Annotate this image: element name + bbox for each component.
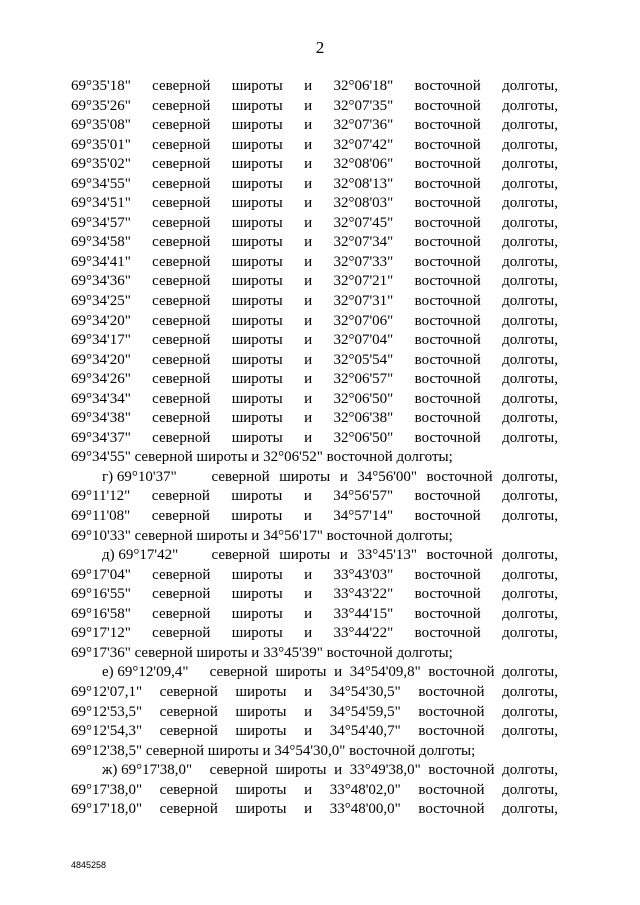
coordinate-row <box>71 194 558 214</box>
coordinate-cell: 69°34'26" <box>71 371 131 388</box>
coordinate-cell: северной <box>152 156 211 173</box>
coordinate-cell: восточной <box>414 312 481 329</box>
coordinate-line: 69°34'55" северной широты и 32°06'52" восточной долготы; <box>71 449 453 466</box>
coordinate-cell: и <box>304 214 313 231</box>
coordinate-cell: северной <box>152 566 211 583</box>
coordinate-cell: и <box>304 703 313 720</box>
coordinate-cell: долготы, <box>502 586 558 603</box>
coordinate-cell: широты <box>231 117 283 134</box>
coordinate-cell: 69°34'36" <box>71 273 131 290</box>
coordinate-cell: долготы, <box>502 625 558 642</box>
coordinate-cell: 69°34'17" <box>71 332 131 349</box>
coordinate-row <box>71 136 558 156</box>
coordinate-cell: 69°35'08" <box>71 117 131 134</box>
coordinate-cell: широты <box>231 156 283 173</box>
coordinate-cell: северной <box>152 429 211 446</box>
coordinate-cell: восточной <box>414 508 481 525</box>
coordinate-cell: и <box>304 78 313 94</box>
coordinate-cell: и <box>304 390 313 407</box>
coordinate-row <box>71 507 558 527</box>
coordinate-cell: широты <box>235 723 287 740</box>
coordinate-cell: северной <box>152 78 211 94</box>
coordinate-cell: 69°34'55" <box>71 175 131 192</box>
coordinate-cell: 34°56'57" <box>333 488 394 505</box>
coordinate-cell: и <box>304 801 313 818</box>
coordinate-row <box>71 331 558 351</box>
coordinate-cell: восточной <box>414 214 481 231</box>
coordinate-cell: 32°07'45" <box>333 214 394 231</box>
coordinate-cell: северной <box>151 488 210 505</box>
coordinate-cell: долготы, <box>502 293 558 310</box>
coordinate-cell: восточной <box>414 332 481 349</box>
coordinate-cell: восточной <box>414 390 481 407</box>
coordinate-cell: восточной <box>414 605 481 622</box>
coordinate-row <box>71 663 558 683</box>
coordinate-cell: и <box>304 234 313 251</box>
coordinate-cell: 33°45'13" <box>357 547 418 564</box>
coordinate-cell: и <box>304 175 313 192</box>
coordinate-cell: восточной <box>414 136 481 153</box>
coordinate-row <box>71 292 558 312</box>
coordinate-cell: северной <box>152 625 211 642</box>
coordinate-cell: широты <box>231 78 283 94</box>
coordinate-cell: 32°06'57" <box>333 371 394 388</box>
coordinate-cell: широты <box>235 703 287 720</box>
coordinate-cell: 69°12'07,1" <box>71 683 143 700</box>
coordinate-cell: долготы, <box>502 703 558 720</box>
coordinate-cell: широты <box>231 429 283 446</box>
coordinate-cell: и <box>304 195 313 212</box>
coordinate-cell: северной <box>211 468 270 485</box>
coordinate-cell: долготы, <box>502 136 558 153</box>
coordinate-cell: северной <box>152 175 211 192</box>
coordinate-cell: долготы, <box>502 117 558 134</box>
coordinate-cell: 69°34'20" <box>71 351 131 368</box>
coordinate-cell: и <box>304 586 313 603</box>
coordinate-cell: широты <box>231 586 283 603</box>
coordinate-cell: 34°56'00" <box>357 468 418 485</box>
coordinate-cell: 69°34'20" <box>71 312 131 329</box>
coordinate-row <box>71 546 558 566</box>
coordinate-cell: 69°34'57" <box>71 214 131 231</box>
coordinate-cell: 32°07'35" <box>333 97 394 114</box>
coordinate-row <box>71 683 558 703</box>
coordinate-cell: и <box>339 547 348 564</box>
coordinate-row <box>71 800 558 820</box>
coordinate-cell: северной <box>152 195 211 212</box>
coordinate-cell: и <box>304 351 313 368</box>
coordinate-cell: и <box>304 723 313 740</box>
coordinate-row <box>71 761 558 781</box>
coordinate-cell: 34°54'40,7" <box>329 723 401 740</box>
coordinate-cell: д) 69°17'42" <box>102 547 179 564</box>
coordinate-cell: северной <box>152 605 211 622</box>
coordinate-cell: 69°17'04" <box>71 566 131 583</box>
coordinate-cell: и <box>339 468 348 485</box>
coordinate-cell: и <box>304 293 313 310</box>
coordinate-cell: 32°07'34" <box>333 234 394 251</box>
coordinate-cell: 69°17'12" <box>71 625 131 642</box>
coordinate-cell: 32°08'06" <box>333 156 394 173</box>
coordinate-row <box>71 155 558 175</box>
coordinate-row <box>71 409 558 429</box>
coordinate-cell: широты <box>231 351 283 368</box>
coordinate-cell: и <box>304 117 313 134</box>
coordinate-row <box>71 722 558 742</box>
coordinate-row <box>71 233 558 253</box>
coordinate-cell: и <box>304 410 313 427</box>
coordinate-cell: 32°07'31" <box>333 293 394 310</box>
page-number: 2 <box>315 38 325 57</box>
coordinate-cell: широты <box>231 488 283 505</box>
coordinate-cell: широты <box>231 214 283 231</box>
coordinate-cell: 69°34'37" <box>71 429 131 446</box>
coordinate-cell: широты <box>231 390 283 407</box>
coordinate-cell: долготы, <box>502 801 558 818</box>
coordinate-row <box>71 781 558 801</box>
coordinate-cell: восточной <box>414 97 481 114</box>
coordinate-cell: долготы, <box>502 214 558 231</box>
coordinate-cell: долготы, <box>502 664 558 681</box>
coordinate-cell: долготы, <box>502 390 558 407</box>
coordinate-cell: широты <box>231 234 283 251</box>
coordinate-cell: ж) 69°17'38,0" <box>102 762 193 779</box>
coordinate-cell: широты <box>231 508 283 525</box>
coordinate-cell: северной <box>152 234 211 251</box>
coordinate-cell: долготы, <box>502 605 558 622</box>
coordinate-cell: восточной <box>418 683 485 700</box>
coordinate-cell: северной <box>159 781 218 798</box>
coordinate-cell: северной <box>152 410 211 427</box>
coordinate-line: 69°17'36" северной широты и 33°45'39" восточной долготы; <box>71 644 453 661</box>
coordinate-cell: восточной <box>414 625 481 642</box>
coordinate-cell: долготы, <box>502 156 558 173</box>
coordinate-cell: 69°34'34" <box>71 390 131 407</box>
coordinate-cell: широты <box>231 136 283 153</box>
coordinate-cell: восточной <box>426 468 493 485</box>
coordinate-cell: широты <box>231 175 283 192</box>
coordinate-cell: широты <box>235 781 287 798</box>
coordinate-cell: северной <box>152 371 211 388</box>
coordinate-cell: 32°07'21" <box>333 273 394 290</box>
coordinate-cell: долготы, <box>502 488 558 505</box>
coordinate-cell: восточной <box>418 703 485 720</box>
coordinate-cell: 69°35'02" <box>71 156 131 173</box>
coordinate-cell: и <box>304 136 313 153</box>
coordinate-cell: 69°17'18,0" <box>71 801 143 818</box>
coordinate-cell: 32°07'04" <box>333 332 394 349</box>
coordinate-cell: северной <box>159 683 218 700</box>
coordinate-cell: и <box>304 625 313 642</box>
coordinate-row <box>71 624 558 644</box>
coordinate-cell: долготы, <box>502 566 558 583</box>
coordinate-row <box>71 370 558 390</box>
coordinate-cell: северной <box>209 664 268 681</box>
coordinate-cell: северной <box>152 351 211 368</box>
coordinate-cell: восточной <box>418 801 485 818</box>
coordinate-cell: северной <box>152 390 211 407</box>
coordinate-cell: и <box>304 371 313 388</box>
coordinate-cell: восточной <box>414 195 481 212</box>
coordinate-cell: долготы, <box>502 508 558 525</box>
coordinate-cell: восточной <box>414 156 481 173</box>
coordinate-cell: широты <box>231 605 283 622</box>
coordinate-cell: восточной <box>414 488 481 505</box>
coordinate-cell: широты <box>235 683 287 700</box>
coordinate-cell: долготы, <box>502 175 558 192</box>
coordinate-cell: 69°11'08" <box>71 508 131 525</box>
coordinate-cell: и <box>304 605 313 622</box>
coordinate-cell: долготы, <box>502 351 558 368</box>
coordinate-cell: 69°12'53,5" <box>71 703 143 720</box>
coordinate-line: 69°10'33" северной широты и 34°56'17" восточной долготы; <box>71 527 453 544</box>
coordinate-cell: и <box>334 664 343 681</box>
coordinate-cell: 33°48'00,0" <box>329 801 401 818</box>
coordinate-cell: широты <box>231 195 283 212</box>
coordinate-cell: широты <box>275 664 327 681</box>
coordinate-cell: широты <box>275 762 327 779</box>
coordinate-cell: 34°54'09,8" <box>349 664 421 681</box>
coordinate-cell: восточной <box>414 175 481 192</box>
coordinate-cell: северной <box>159 801 218 818</box>
coordinate-cell: широты <box>279 547 331 564</box>
coordinate-cell: 69°35'26" <box>71 97 131 114</box>
coordinate-cell: и <box>304 253 313 270</box>
coordinate-cell: 32°07'33" <box>333 253 394 270</box>
coordinate-cell: восточной <box>426 547 493 564</box>
coordinate-cell: широты <box>231 566 283 583</box>
coordinate-cell: широты <box>231 253 283 270</box>
coordinate-cell: широты <box>279 468 331 485</box>
coordinate-cell: северной <box>151 508 210 525</box>
coordinate-cell: г) 69°10'37" <box>102 468 177 485</box>
coordinate-cell: долготы, <box>502 195 558 212</box>
coordinate-cell: широты <box>231 371 283 388</box>
coordinate-cell: 69°12'54,3" <box>71 723 143 740</box>
coordinate-row <box>71 351 558 371</box>
coordinate-cell: восточной <box>418 723 485 740</box>
coordinate-row <box>71 703 558 723</box>
coordinate-cell: 69°16'58" <box>71 605 131 622</box>
coordinate-cell: 32°08'13" <box>333 175 394 192</box>
coordinate-cell: и <box>303 508 312 525</box>
coordinate-cell: 32°06'50" <box>333 390 394 407</box>
coordinate-cell: восточной <box>414 566 481 583</box>
coordinate-row <box>71 214 558 234</box>
coordinate-cell: долготы, <box>502 723 558 740</box>
coordinate-row <box>71 77 558 97</box>
coordinate-cell: широты <box>231 625 283 642</box>
coordinate-cell: и <box>304 429 313 446</box>
coordinate-cell: долготы, <box>502 78 558 94</box>
coordinate-cell: 69°34'51" <box>71 195 131 212</box>
coordinate-cell: северной <box>152 586 211 603</box>
coordinate-cell: северной <box>152 136 211 153</box>
document-id: 4845258 <box>71 860 107 870</box>
coordinate-cell: восточной <box>428 762 495 779</box>
coordinate-cell: широты <box>231 312 283 329</box>
coordinate-cell: 69°35'18" <box>71 78 131 94</box>
coordinate-cell: 69°35'01" <box>71 136 131 153</box>
coordinate-cell: 69°34'41" <box>71 253 131 270</box>
coordinate-row <box>71 468 558 488</box>
coordinate-row <box>71 566 558 586</box>
coordinate-cell: и <box>334 762 343 779</box>
coordinate-cell: восточной <box>414 78 481 94</box>
coordinate-cell: северной <box>209 762 268 779</box>
coordinate-cell: северной <box>159 723 218 740</box>
coordinate-row <box>71 253 558 273</box>
coordinate-cell: восточной <box>414 253 481 270</box>
coordinate-cell: северной <box>152 312 211 329</box>
coordinate-cell: и <box>304 156 313 173</box>
coordinate-cell: 33°48'02,0" <box>329 781 401 798</box>
coordinate-cell: широты <box>231 97 283 114</box>
coordinate-cell: 69°16'55" <box>71 586 131 603</box>
coordinate-cell: 69°11'12" <box>71 488 131 505</box>
coordinate-cell: 69°34'25" <box>71 293 131 310</box>
coordinate-cell: 33°43'22" <box>333 586 394 603</box>
coordinates-list <box>71 77 558 820</box>
coordinate-cell: долготы, <box>502 683 558 700</box>
coordinate-cell: 34°54'30,5" <box>329 683 401 700</box>
coordinate-cell: широты <box>235 801 287 818</box>
coordinate-row <box>71 116 558 136</box>
coordinate-row <box>71 312 558 332</box>
coordinate-row <box>71 272 558 292</box>
coordinate-cell: 34°54'59,5" <box>329 703 401 720</box>
coordinate-cell: северной <box>152 273 211 290</box>
coordinate-cell: 32°07'36" <box>333 117 394 134</box>
coordinate-cell: северной <box>152 293 211 310</box>
coordinate-cell: и <box>304 566 313 583</box>
coordinate-cell: долготы, <box>502 371 558 388</box>
coordinate-row <box>71 585 558 605</box>
coordinate-cell: долготы, <box>502 762 558 779</box>
coordinate-cell: долготы, <box>502 332 558 349</box>
coordinate-cell: долготы, <box>502 429 558 446</box>
coordinate-cell: и <box>304 781 313 798</box>
coordinate-cell: 33°43'03" <box>333 566 394 583</box>
coordinate-row <box>71 390 558 410</box>
coordinate-cell: широты <box>231 273 283 290</box>
coordinate-cell: долготы, <box>502 781 558 798</box>
coordinate-cell: 32°08'03" <box>333 195 394 212</box>
coordinate-cell: долготы, <box>502 234 558 251</box>
coordinate-cell: 69°17'38,0" <box>71 781 143 798</box>
coordinate-cell: 33°44'15" <box>333 605 394 622</box>
coordinate-cell: северной <box>152 214 211 231</box>
coordinate-cell: восточной <box>428 664 495 681</box>
coordinate-cell: долготы, <box>502 468 558 485</box>
coordinate-cell: северной <box>211 547 270 564</box>
coordinate-cell: северной <box>159 703 218 720</box>
coordinate-cell: долготы, <box>502 253 558 270</box>
coordinate-cell: 32°07'06" <box>333 312 394 329</box>
coordinate-row <box>71 429 558 449</box>
coordinate-cell: 69°34'58" <box>71 234 131 251</box>
coordinate-row <box>71 605 558 625</box>
coordinate-cell: восточной <box>414 410 481 427</box>
coordinate-cell: и <box>304 683 313 700</box>
coordinate-cell: 34°57'14" <box>333 508 394 525</box>
coordinate-cell: 33°44'22" <box>333 625 394 642</box>
coordinate-cell: северной <box>152 332 211 349</box>
coordinate-cell: северной <box>152 253 211 270</box>
coordinate-cell: широты <box>231 410 283 427</box>
coordinate-cell: долготы, <box>502 273 558 290</box>
coordinate-cell: 32°06'50" <box>333 429 394 446</box>
coordinate-cell: широты <box>231 293 283 310</box>
coordinate-cell: восточной <box>414 293 481 310</box>
coordinate-cell: и <box>303 488 312 505</box>
coordinate-cell: и <box>304 312 313 329</box>
coordinate-cell: северной <box>152 117 211 134</box>
coordinate-row <box>71 97 558 117</box>
coordinate-row <box>71 487 558 507</box>
coordinate-cell: 33°49'38,0" <box>349 762 421 779</box>
coordinate-cell: широты <box>231 332 283 349</box>
coordinate-cell: 32°06'38" <box>333 410 394 427</box>
coordinate-cell: е) 69°12'09,4" <box>102 664 189 681</box>
coordinate-cell: 32°07'42" <box>333 136 394 153</box>
coordinate-cell: 69°34'38" <box>71 410 131 427</box>
coordinate-cell: восточной <box>414 273 481 290</box>
coordinate-line: 69°12'38,5" северной широты и 34°54'30,0" восточной долготы; <box>71 742 476 759</box>
coordinate-cell: долготы, <box>502 547 558 564</box>
coordinate-cell: долготы, <box>502 312 558 329</box>
coordinate-cell: 32°06'18" <box>333 78 394 94</box>
coordinate-cell: и <box>304 273 313 290</box>
coordinate-cell: долготы, <box>502 410 558 427</box>
coordinate-cell: и <box>304 97 313 114</box>
coordinate-cell: восточной <box>414 234 481 251</box>
coordinate-cell: долготы, <box>502 97 558 114</box>
coordinate-cell: и <box>304 332 313 349</box>
coordinate-cell: восточной <box>414 371 481 388</box>
coordinate-cell: северной <box>152 97 211 114</box>
coordinate-cell: восточной <box>414 586 481 603</box>
coordinate-cell: 32°05'54" <box>333 351 394 368</box>
coordinate-cell: восточной <box>414 429 481 446</box>
coordinate-row <box>71 175 558 195</box>
coordinate-cell: восточной <box>414 117 481 134</box>
coordinate-cell: восточной <box>418 781 485 798</box>
coordinate-cell: восточной <box>414 351 481 368</box>
